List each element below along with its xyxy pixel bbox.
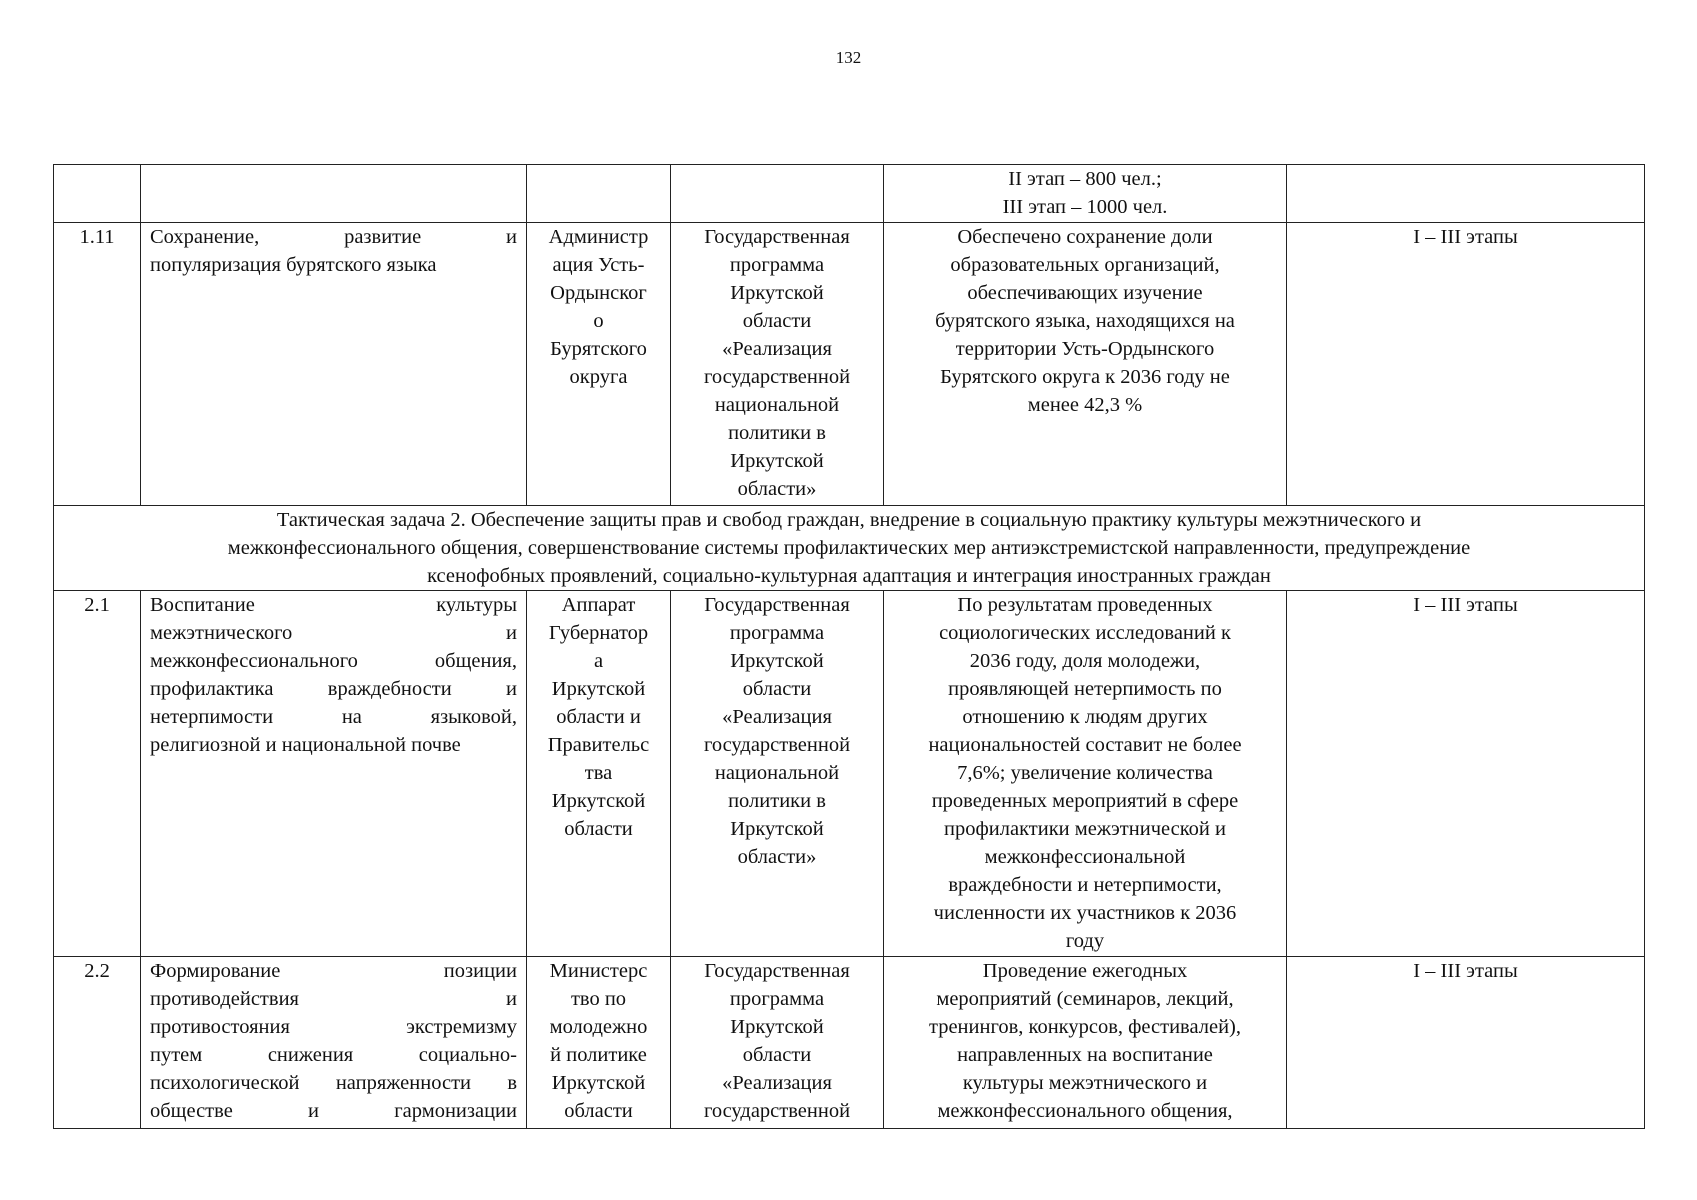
result-line: численности их участников к 2036 [933,902,1237,924]
executor-line: Ордынског [550,282,647,304]
result-line: Проведение ежегодных [982,960,1188,982]
executor-line: тва [584,762,613,784]
measure-name [141,957,527,1129]
program-line: «Реализация [722,1072,832,1094]
program-line: Государственная [704,960,850,982]
program [671,223,884,506]
result-line: направленных на воспитание [957,1044,1213,1066]
executor-line: Правительс [547,734,650,756]
result-line: По результатам проведенных [957,594,1213,616]
executor [527,957,671,1129]
result-line: Обеспечено сохранение доли [957,226,1213,248]
program-line: Иркутской [730,1016,824,1038]
name-line: противодействия и [150,988,517,1010]
name-line: межконфессионального общения, [150,650,517,672]
executor-line: молодежно [549,1016,648,1038]
program-line: национальной [714,762,840,784]
name-line: Формирование позиции [150,960,517,982]
name-line: профилактика враждебности и [150,678,517,700]
result-line: межконфессиональной [984,846,1186,868]
program-line: политики в [728,422,826,444]
executor-line: Иркутской [551,1072,646,1094]
table-row-continuation [54,165,1645,223]
executor-line: о [593,310,604,332]
program [671,957,884,1129]
program-line: программа [729,988,825,1010]
program-line: области» [737,478,817,500]
stages: I – III этапы [1287,957,1645,1129]
task-line: ксенофобных проявлений, социально-культурная адаптация и интеграция иностранных граждан [427,565,1271,587]
task-line: межконфессионального общения, совершенствование системы профилактических мер антиэкстремистской направленности, предупреждение [227,537,1471,559]
task-line: Тактическая задача 2. Обеспечение защиты прав и свобод граждан, внедрение в социальную практику культуры межэтнического и [276,509,1422,531]
name-line: обществе и гармонизации [150,1100,517,1122]
result-line: национальностей составит не более [928,734,1242,756]
result-line: профилактики межэтнической и [944,818,1226,840]
executor-line: Бурятского [550,338,647,360]
executor-line: й политике [550,1044,647,1066]
measure-name [141,591,527,957]
tactical-task-heading [54,506,1645,591]
result-line: Бурятского округа к 2036 году не [940,366,1230,388]
program-line: Иркутской [730,450,824,472]
name-line: нетерпимости на языковой, [150,706,517,728]
program-line: государственной [703,734,851,756]
tactical-task-row [54,506,1645,591]
name-line: межэтнического и [150,622,517,644]
executor-line: тво по [570,988,627,1010]
result-line: III этап – 1000 чел. [1002,196,1168,218]
stages: I – III этапы [1287,223,1645,506]
measures-table [53,164,1645,1129]
program-line: области [742,310,812,332]
program-line: области» [737,846,817,868]
executor-line: области [564,818,633,840]
row-number: 2.2 [54,957,141,1129]
program-line: Государственная [704,226,850,248]
result-line: проявляющей нетерпимость по [948,678,1222,700]
num-cell [54,165,141,223]
program-line: Иркутской [730,650,824,672]
expected-result [884,957,1287,1129]
row-number: 2.1 [54,591,141,957]
result-line: 7,6%; увеличение количества [957,762,1213,784]
result-line: образовательных организаций, [950,254,1220,276]
executor-line: а [593,650,604,672]
program-line: программа [729,622,825,644]
executor-line: Министерс [549,960,648,982]
result-line: мероприятий (семинаров, лекций, [936,988,1234,1010]
program [671,591,884,957]
executor-line: Иркутской [551,678,646,700]
measure-name [141,223,527,506]
page-number: 132 [835,48,862,67]
executor [527,223,671,506]
executor-line: Иркутской [551,790,646,812]
name-line: Сохранение, развитие и [150,226,517,248]
row-number: 1.11 [54,223,141,506]
result-line: социологических исследований к [939,622,1231,644]
result-line: отношению к людям других [962,706,1208,728]
result-line: враждебности и нетерпимости, [948,874,1222,896]
table-row [54,223,1645,506]
program-line: Государственная [704,594,850,616]
result-line: бурятского языка, находящихся на [935,310,1235,332]
expected-result [884,591,1287,957]
executor-line: области и [556,706,641,728]
result-line: II этап – 800 чел.; [1008,168,1162,190]
name-line: путем снижения социально- [150,1044,517,1066]
program-line: «Реализация [722,706,832,728]
program-line: политики в [728,790,826,812]
program-line: государственной [703,366,851,388]
result-line: обеспечивающих изучение [967,282,1203,304]
result-line: территории Усть-Ордынского [955,338,1215,360]
executor-line: Губернатор [548,622,649,644]
name-line: противостояния экстремизму [150,1016,517,1038]
program-line: области [742,678,812,700]
program-line: Иркутской [730,818,824,840]
table-row [54,957,1645,1129]
program-line: «Реализация [722,338,832,360]
result-line: году [1065,930,1105,952]
executor-line: Аппарат [561,594,636,616]
executor [527,591,671,957]
name-line: популяризация бурятского языка [150,254,437,276]
program-line: государственной [703,1100,851,1122]
stages-cell [1287,165,1645,223]
stages: I – III этапы [1287,591,1645,957]
name-cell [141,165,527,223]
program-line: Иркутской [730,282,824,304]
executor-line: ация Усть- [552,254,645,276]
executor-line: Администр [548,226,649,248]
executor-cell [527,165,671,223]
result-line: проведенных мероприятий в сфере [931,790,1239,812]
program-line: национальной [714,394,840,416]
result-line: тренингов, конкурсов, фестивалей), [929,1016,1241,1038]
result-line: культуры межэтнического и [962,1072,1208,1094]
program-line: программа [729,254,825,276]
table-row [54,591,1645,957]
name-line: психологической напряженности в [150,1072,517,1094]
program-cell [671,165,884,223]
executor-line: округа [569,366,628,388]
expected-result [884,223,1287,506]
name-line: религиозной и национальной почве [150,734,461,756]
result-line: межконфессионального общения, [937,1100,1233,1122]
result-line: менее 42,3 % [1027,394,1143,416]
executor-line: области [564,1100,633,1122]
program-line: области [742,1044,812,1066]
name-line: Воспитание культуры [150,594,517,616]
result-cell [884,165,1287,223]
result-line: 2036 году, доля молодежи, [969,650,1201,672]
